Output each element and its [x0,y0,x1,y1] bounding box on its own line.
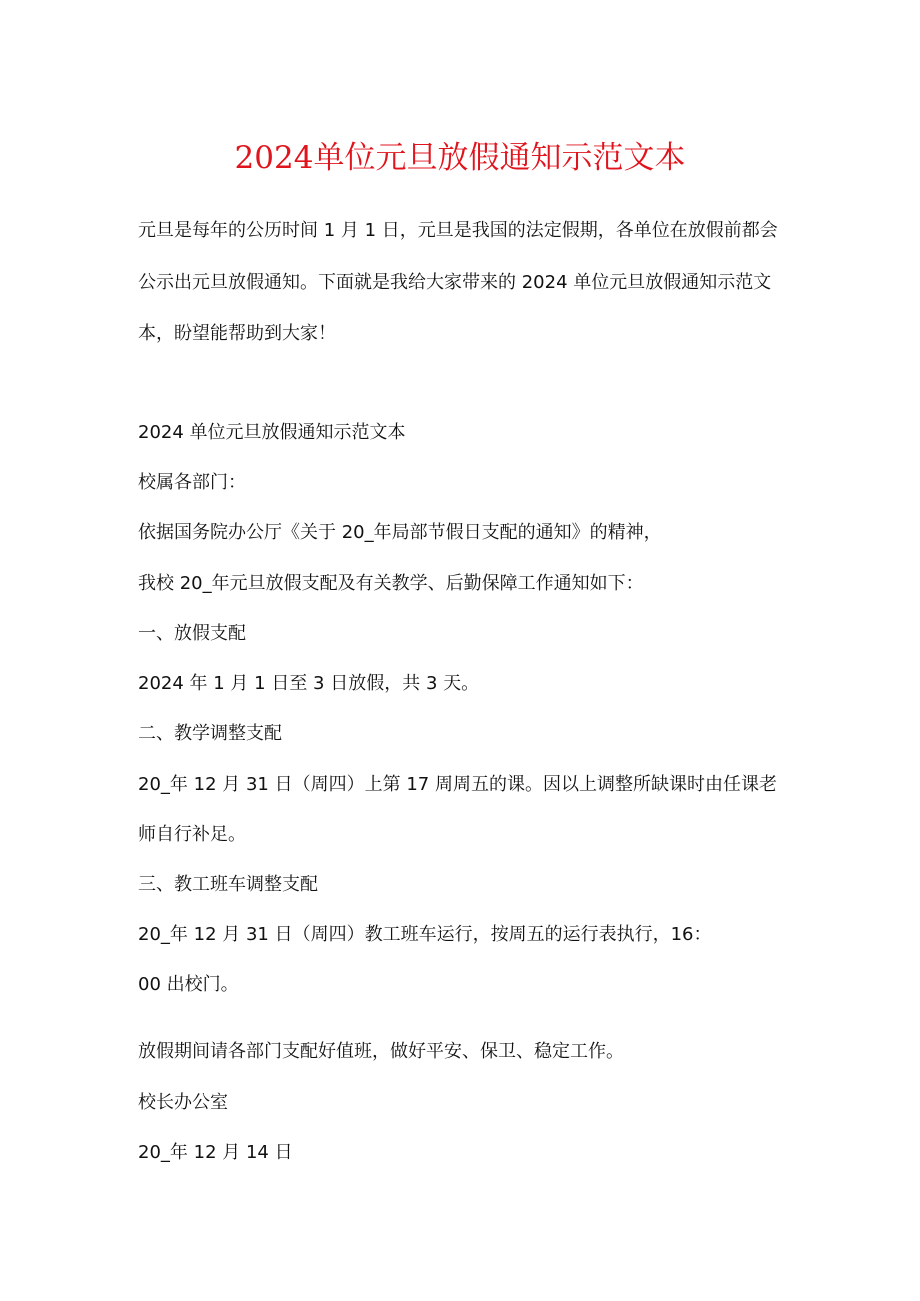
body-line: 20_年 12 月 31 日（周四）上第 17 周周五的课。因以上调整所缺课时由任课老 [138,774,777,795]
intro-line: 元旦是每年的公历时间 1 月 1 日，元旦是我国的法定假期，各单位在放假前都会 [138,220,778,241]
body-line: 我校 20_年元旦放假支配及有关教学、后勤保障工作通知如下： [138,573,644,594]
intro-line: 本，盼望能帮助到大家！ [138,323,336,344]
body-line: 依据国务院办公厅《关于 20_年局部节假日支配的通知》的精神， [138,522,662,543]
closing-line: 放假期间请各部门支配好值班，做好平安、保卫、稳定工作。 [138,1041,624,1062]
date-line: 20_年 12 月 14 日 [138,1142,293,1163]
intro-line: 公示出元旦放假通知。下面就是我给大家带来的 2024 单位元旦放假通知示范文 [138,272,772,293]
salutation-line: 校属各部门： [138,472,246,493]
body-line: 师自行补足。 [138,824,246,845]
heading-line: 三、教工班车调整支配 [138,874,318,895]
signature-line: 校长办公室 [138,1092,228,1113]
heading-line: 二、教学调整支配 [138,723,282,744]
document-title: 2024单位元旦放假通知示范文本 [234,140,686,176]
body-line: 2024 年 1 月 1 日至 3 日放假，共 3 天。 [138,673,480,694]
heading-line: 一、放假支配 [138,623,246,644]
section-title-line: 2024 单位元旦放假通知示范文本 [138,422,406,443]
body-line: 20_年 12 月 31 日（周四）教工班车运行，按周五的运行表执行，16： [138,924,712,945]
body-line: 00 出校门。 [138,974,239,995]
